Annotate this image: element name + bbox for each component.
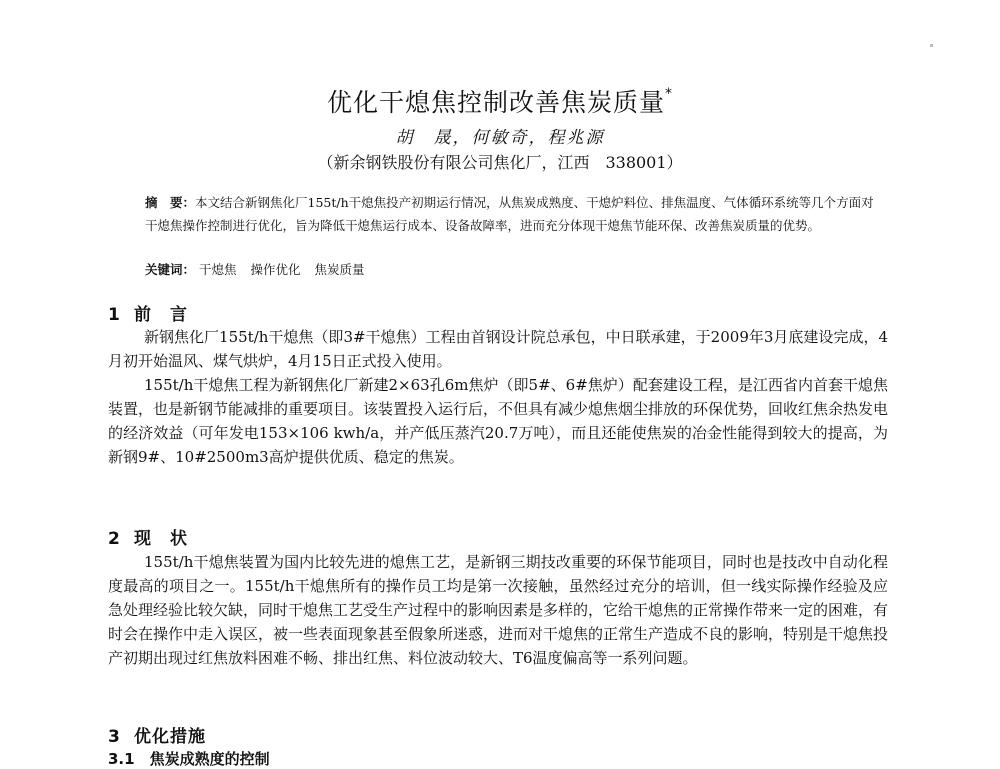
section-title: 前 言: [134, 305, 188, 325]
section-number: 1: [108, 305, 121, 325]
keywords: [145, 260, 885, 278]
keywords-label: 关键词：: [145, 262, 196, 277]
title-footnote-mark: *: [665, 85, 673, 102]
paper-title-text: 优化干熄焦控制改善焦炭质量: [326, 88, 665, 117]
paper-title: [0, 83, 1000, 119]
keyword: 操作优化: [250, 262, 301, 277]
section-heading-2: [108, 524, 188, 549]
affiliation: （新余钢铁股份有限公司焦化厂，江西 338001）: [317, 153, 683, 172]
paragraph: [108, 550, 888, 670]
abstract: [145, 191, 885, 237]
keyword: 干熄焦: [199, 262, 237, 277]
section-title: 优化措施: [134, 727, 206, 747]
author-list: 胡 晟，何敏奇，程兆源: [395, 128, 605, 148]
abstract-label: 摘 要：: [145, 195, 196, 210]
paragraph-text: 155t/h干熄焦装置为国内比较先进的熄焦工艺，是新钢三期技改重要的环保节能项目，同时也是技改中自动化程度最高的项目之一。155t/h干熄焦所有的操作员工均是第一次接触，虽然经过充分的培训，但一线实际操作经验及应急处理经验比较欠缺，同时干熄焦工艺受生产过程中的影响因素是多样的，它给干熄焦的正常操作带来一定的困难，有时会在操作中走入误区，被一些表面现象甚至假象所迷惑，进而对干熄焦的正常生产造成不良的影响，特别是干熄焦投产初期出现过红焦放料困难不畅、排出红焦、料位波动较大、T6温度偏高等一系列问题。: [108, 553, 889, 667]
section-title: 现 状: [134, 529, 188, 549]
section-number: 2: [108, 529, 121, 549]
section-number: 3: [108, 727, 121, 747]
scan-speck: [930, 44, 933, 47]
abstract-text: 本文结合新钢焦化厂155t/h干熄焦投产初期运行情况，从焦炭成熟度、干熄炉料位、排焦温度、气体循环系统等几个方面对干熄焦操作控制进行优化，旨为降低干熄焦运行成本、设备故障率，进而充分体现干熄焦节能环保、改善焦炭质量的优势。: [145, 195, 874, 233]
paragraph: [108, 373, 888, 469]
paragraph: [108, 325, 888, 373]
paragraph-text: 新钢焦化厂155t/h干熄焦（即3#干熄焦）工程由首钢设计院总承包，中日联承建，于2009年3月底建设完成，4月初开始温风、煤气烘炉，4月15日正式投入使用。: [108, 328, 888, 370]
section-heading-3: [108, 722, 206, 747]
keyword: 焦炭质量: [314, 262, 365, 277]
paragraph-text: 155t/h干熄焦工程为新钢焦化厂新建2×63孔6m焦炉（即5#、6#焦炉）配套建设工程，是江西省内首套干熄焦装置，也是新钢节能减排的重要项目。该装置投入运行后，不但具有减少熄焦烟尘排放的环保优势，回收红焦余热发电的经济效益（可年发电153×106 kwh/a，并产低压蒸汽20.7万吨），而且还能使焦炭的冶金性能得到较大的提高，为新钢9#、10#2500m3高炉提供优质、稳定的焦炭。: [108, 376, 889, 466]
section-heading-1: [108, 300, 188, 325]
subsection-heading: 3.1 焦炭成熟度的控制: [108, 750, 270, 768]
